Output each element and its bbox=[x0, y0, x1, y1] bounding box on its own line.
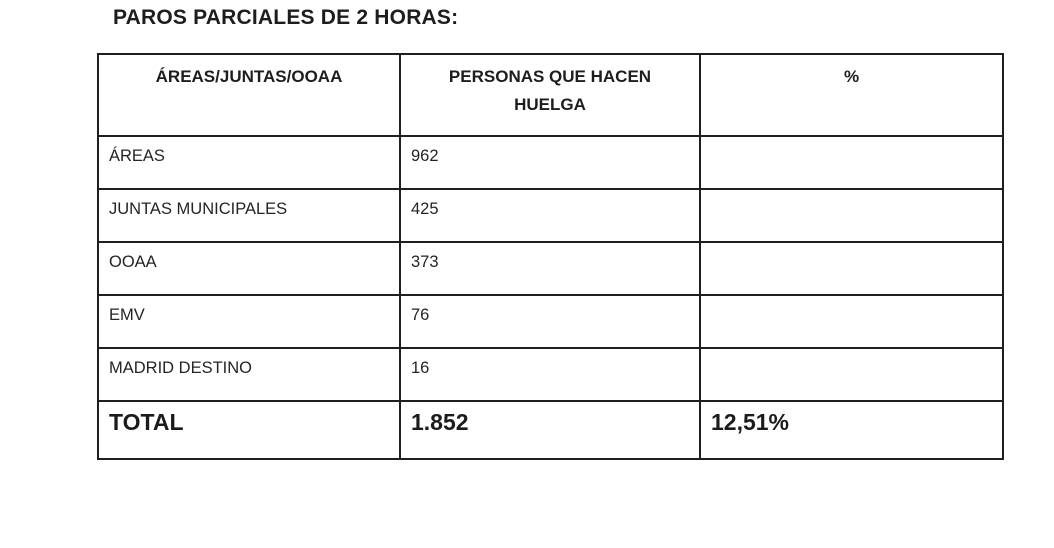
row-personas-value: 425 bbox=[400, 189, 700, 242]
row-label: ÁREAS bbox=[98, 136, 400, 189]
column-header-areas-juntas-ooaa: ÁREAS/JUNTAS/OOAA bbox=[98, 54, 400, 136]
row-label: JUNTAS MUNICIPALES bbox=[98, 189, 400, 242]
table-row-areas bbox=[98, 136, 1003, 189]
row-personas-value: 373 bbox=[400, 242, 700, 295]
strike-table bbox=[97, 53, 1004, 460]
column-header-personas-huelga: PERSONAS QUE HACEN HUELGA bbox=[400, 54, 700, 136]
row-percent-value bbox=[700, 348, 1003, 401]
table-row-juntas-municipales bbox=[98, 189, 1003, 242]
table-row-total bbox=[98, 401, 1003, 459]
row-percent-value bbox=[700, 136, 1003, 189]
row-personas-value: 962 bbox=[400, 136, 700, 189]
row-percent-value bbox=[700, 242, 1003, 295]
row-label: OOAA bbox=[98, 242, 400, 295]
table-row-ooaa bbox=[98, 242, 1003, 295]
table-header-row bbox=[98, 54, 1003, 136]
table-row-madrid-destino bbox=[98, 348, 1003, 401]
column-header-percent: % bbox=[700, 54, 1003, 136]
total-label: TOTAL bbox=[98, 401, 400, 459]
total-percent-value: 12,51% bbox=[700, 401, 1003, 459]
row-percent-value bbox=[700, 189, 1003, 242]
total-personas-value: 1.852 bbox=[400, 401, 700, 459]
row-label: EMV bbox=[98, 295, 400, 348]
row-personas-value: 16 bbox=[400, 348, 700, 401]
row-personas-value: 76 bbox=[400, 295, 700, 348]
row-percent-value bbox=[700, 295, 1003, 348]
row-label: MADRID DESTINO bbox=[98, 348, 400, 401]
table-row-emv bbox=[98, 295, 1003, 348]
page-title: PAROS PARCIALES DE 2 HORAS: bbox=[113, 6, 459, 29]
